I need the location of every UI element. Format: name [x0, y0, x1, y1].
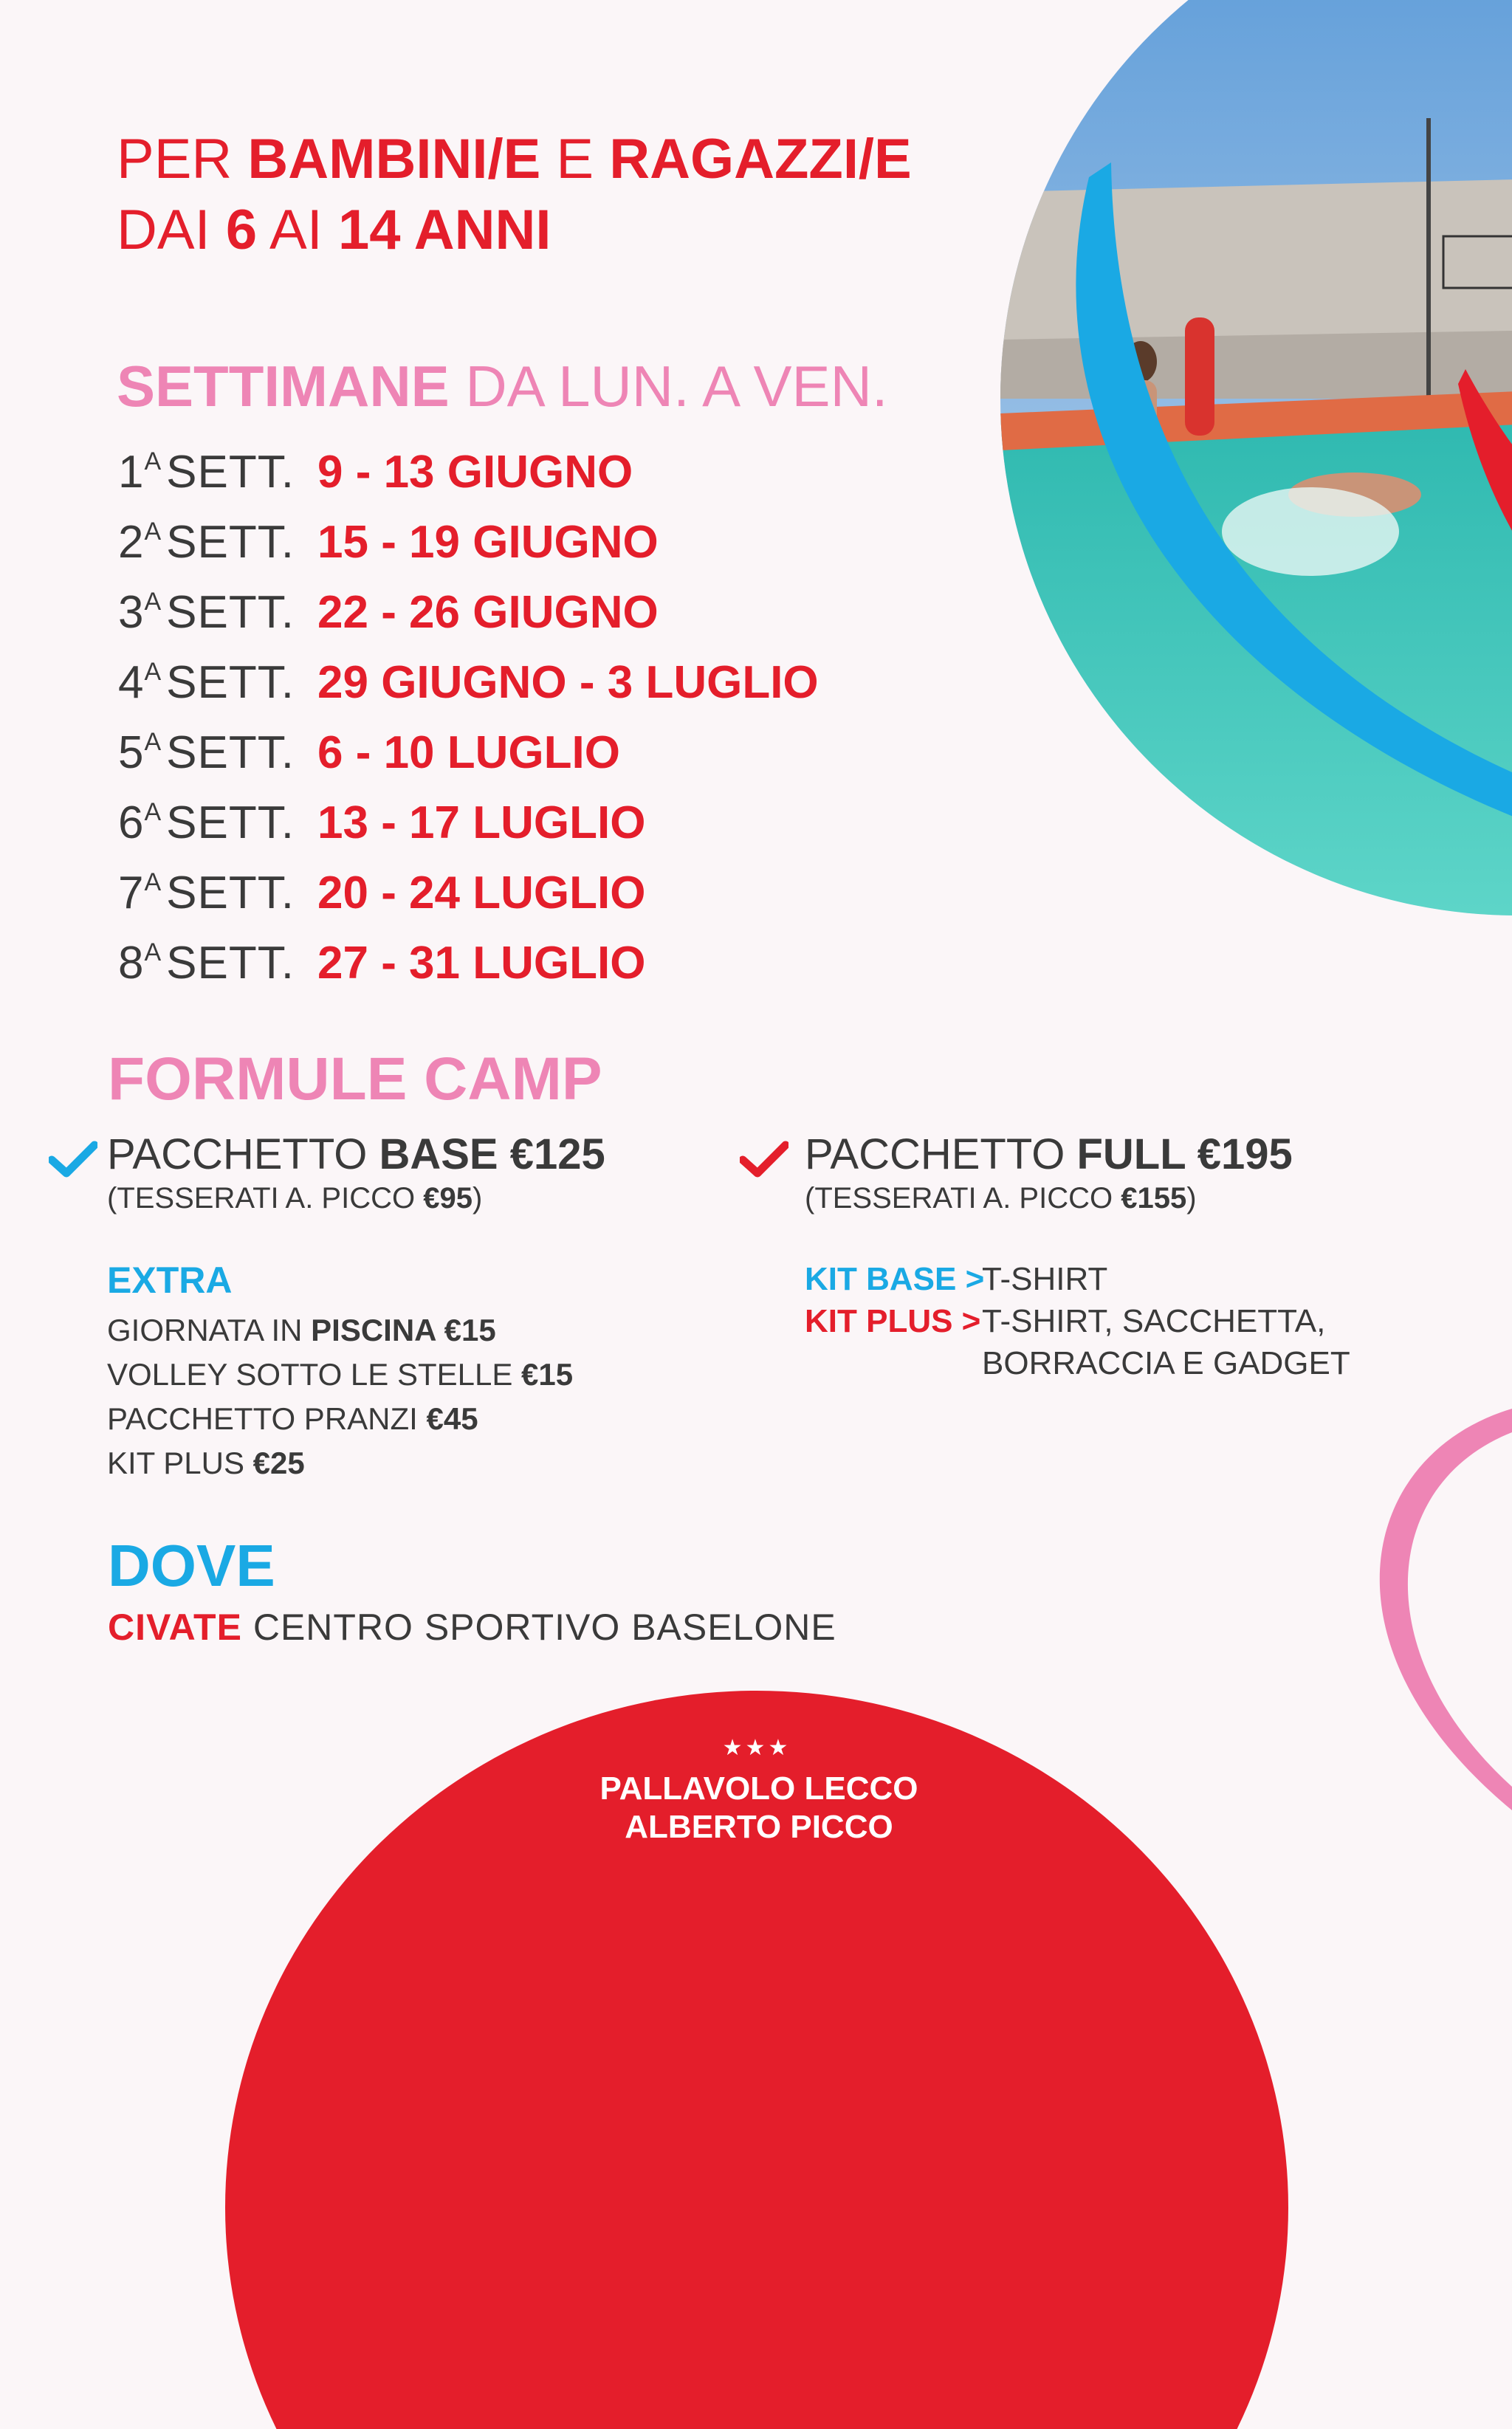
package-base-title: PACCHETTO BASE €125 [107, 1130, 605, 1178]
package-full-title: PACCHETTO FULL €195 [805, 1130, 1293, 1178]
week-dates: 29 GIUGNO - 3 LUGLIO [317, 657, 819, 708]
kit-label: KIT BASE > [805, 1261, 985, 1297]
headline-bold: BAMBINI/E [247, 128, 541, 190]
kit-row [805, 1345, 1350, 1382]
headline-bold: 6 [225, 199, 258, 261]
package-full [805, 1130, 1293, 1215]
logo-line-2: ALBERTO PICCO [625, 1809, 893, 1845]
dove-title: DOVE [108, 1533, 275, 1598]
week-row [118, 502, 659, 568]
week-dates: 15 - 19 GIUGNO [317, 517, 659, 568]
week-label: $5^ASETT$. [118, 727, 295, 778]
headline-text: AI [257, 199, 338, 261]
extra-item: VOLLEY SOTTO LE STELLE €15 [107, 1357, 574, 1392]
kit-value: T-SHIRT [982, 1261, 1108, 1297]
week-row [118, 923, 646, 989]
week-row [118, 853, 646, 918]
week-dates: 27 - 31 LUGLIO [317, 938, 646, 989]
headline-text: DAI [117, 199, 226, 261]
week-dates: 13 - 17 LUGLIO [317, 797, 646, 848]
package-base-member-price: (TESSERATI A. PICCO €95) [107, 1182, 483, 1214]
headline-bold: RAGAZZI/E [609, 128, 912, 190]
week-dates: 9 - 13 GIUGNO [317, 447, 633, 498]
weeks-title [117, 353, 888, 420]
headline-line-1 [117, 124, 912, 195]
check-icon [740, 1141, 788, 1178]
headline [117, 124, 912, 266]
check-icon [49, 1141, 97, 1178]
extra-item: PACCHETTO PRANZI €45 [107, 1401, 478, 1436]
week-row [118, 432, 633, 498]
logo-stars-icon: ★★★ [722, 1736, 791, 1760]
weeks-title-bold: SETTIMANE [117, 354, 450, 419]
week-label: $6^ASETT$. [118, 797, 295, 848]
kit-label: KIT PLUS > [805, 1303, 981, 1339]
week-label: $4^ASETT$. [118, 657, 295, 708]
week-dates: 6 - 10 LUGLIO [317, 727, 620, 778]
week-label: $8^ASETT$. [118, 938, 295, 989]
week-label: $7^ASETT$. [118, 868, 295, 918]
kit-value: BORRACCIA E GADGET [982, 1345, 1350, 1381]
kit-value: T-SHIRT, SACCHETTA, [982, 1303, 1326, 1339]
week-row [118, 572, 659, 638]
week-dates: 22 - 26 GIUGNO [317, 587, 659, 638]
logo-line-1: PALLAVOLO LECCO [599, 1770, 918, 1807]
week-label: $3^ASETT$. [118, 587, 295, 638]
week-row [118, 642, 819, 708]
extra-title: EXTRA [107, 1260, 233, 1301]
dove-city: CIVATE [108, 1607, 242, 1648]
kit-row [805, 1261, 1107, 1298]
headline-text: PER [117, 128, 248, 190]
extra-item: KIT PLUS €25 [107, 1446, 305, 1480]
week-dates: 20 - 24 LUGLIO [317, 868, 646, 918]
extra-item: GIORNATA IN PISCINA €15 [107, 1313, 496, 1347]
dove-place: CENTRO SPORTIVO BASELONE [241, 1607, 836, 1648]
headline-bold: 14 ANNI [337, 199, 551, 261]
headline-line-2 [117, 195, 912, 266]
pink-arc-decoration [1314, 1403, 1512, 1816]
package-base [107, 1130, 605, 1215]
week-label: $2^ASETT$. [118, 517, 295, 568]
week-row [118, 783, 646, 848]
week-row [118, 712, 620, 778]
headline-text: E [540, 128, 610, 190]
kit-row [805, 1303, 1325, 1340]
weeks-title-rest: DA LUN. A VEN. [449, 354, 888, 419]
camp-photo [1000, 0, 1512, 915]
dove-location [108, 1606, 836, 1649]
package-full-member-price: (TESSERATI A. PICCO €155) [805, 1182, 1197, 1214]
formule-title: FORMULE CAMP [108, 1045, 602, 1113]
week-label: $1^ASETT$. [118, 447, 295, 498]
